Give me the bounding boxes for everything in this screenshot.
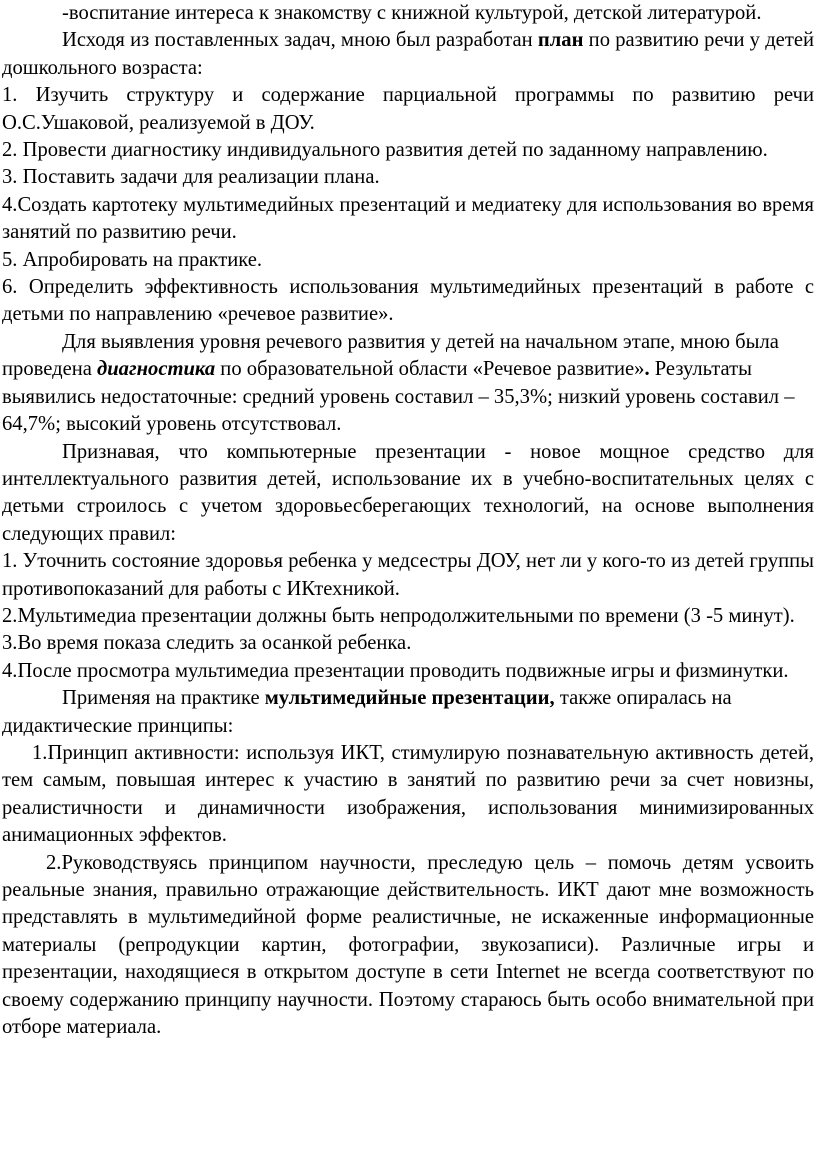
paragraph-text: по развитию речи у детей дошкольного возраста:: [2, 29, 814, 79]
list-item: 4.Создать картотеку мультимедийных презентаций и медиатеку для использования во время занятий по развитию речи.: [2, 193, 814, 244]
bold-multimedia: мультимедийные презентации,: [264, 687, 555, 710]
paragraph-text: -воспитание интереса к знакомству с книжной культурой, детской литературой.: [62, 2, 762, 24]
list-item: 1. Уточнить состояние здоровья ребенка у медсестры ДОУ, нет ли у кого-то из детей группы противопоказаний для работы с ИКтехникой.: [2, 550, 814, 600]
list-item: 2. Провести диагностику индивидуального развития детей по заданному направлению.: [2, 139, 768, 162]
plan-item-2: [2, 137, 814, 164]
document-body: [2, 0, 814, 1041]
plan-item-6: [2, 274, 814, 329]
list-item: 5. Апробировать на практике.: [2, 248, 263, 271]
paragraph-plan-intro: [2, 27, 814, 82]
rule-item-2: [2, 603, 814, 630]
rule-item-3: [2, 630, 814, 657]
list-item: 3.Во время показа следить за осанкой ребенка.: [2, 632, 412, 655]
paragraph-diagnostics: [2, 329, 814, 439]
paragraph-computer-presentations: [2, 439, 814, 549]
rule-item-4: [2, 658, 814, 685]
paragraph-text: Для выявления уровня речевого развития у детей на начальном этапе, мною была проведена: [2, 330, 779, 381]
paragraph-text: 1.Принцип активности: используя ИКТ, стимулирую познавательную активность детей, тем самым, повышая интерес к участию в занятий по развитию речи за счет новизны, реалистичности и динамичности изображения, использования минимизированных анимационных эффектов.: [2, 741, 814, 847]
list-item: 6. Определить эффективность использования мультимедийных презентаций в работе с детьми по направлению «речевое развитие».: [2, 276, 814, 326]
list-item: 3. Поставить задачи для реализации плана.: [2, 166, 380, 189]
list-item: 1. Изучить структуру и содержание парциальной программы по развитию речи О.С.Ушаковой, реализуемой в ДОУ.: [2, 84, 814, 134]
principle-activity: [2, 740, 814, 850]
bold-italic-diagnostics: диагностика: [97, 358, 216, 381]
bold-plan: план: [537, 29, 584, 52]
paragraph-upbringing: [2, 0, 814, 27]
list-item: 2.Мультимедиа презентации должны быть непродолжительными по времени (3 -5 минут).: [2, 604, 795, 627]
plan-item-1: [2, 82, 814, 137]
paragraph-text: Признавая, что компьютерные презентации - новое мощное средство для интеллектуального развития детей, использование их в учебно-воспитательных целях с детьми строилось с учетом здоровьесберегающих технологий, на основе выполнения следующих правил:: [2, 440, 814, 545]
paragraph-text: 2.Руководствуясь принципом научности, преследую цель – помочь детям усвоить реальные знания, правильно отражающие действительность. ИКТ дают мне возможность представлять в мультимедийной форме реалистичные, не искаженные информационные материалы (репродукции картин, фотографии, звукозаписи). Различные игры и презентации, находящиеся в открытом доступе в сети Internet не всегда соответствуют по своему содержанию принципу научности. Поэтому стараюсь быть особо внимательной при отборе материала.: [2, 851, 814, 1039]
paragraph-text: также опиралась на дидактические принципы:: [2, 687, 732, 737]
principle-science: [2, 850, 814, 1042]
plan-item-5: [2, 247, 814, 274]
paragraph-text: Результаты выявились недостаточные: средний уровень составил – 35,3%; низкий уровень составил – 64,7%; высокий уровень отсутствовал.: [2, 358, 795, 436]
plan-item-4: [2, 192, 814, 247]
plan-item-3: [2, 164, 814, 191]
paragraph-principles-intro: [2, 685, 814, 740]
paragraph-text: Исходя из поставленных задач, мною был разработан: [62, 29, 538, 52]
list-item: 4.После просмотра мультимедиа презентации проводить подвижные игры и физминутки.: [2, 659, 789, 682]
paragraph-text: по образовательной области «Речевое развитие»: [215, 358, 645, 381]
bold-dot: .: [644, 358, 650, 381]
rule-item-1: [2, 548, 814, 603]
paragraph-text: Применяя на практике: [62, 687, 265, 710]
